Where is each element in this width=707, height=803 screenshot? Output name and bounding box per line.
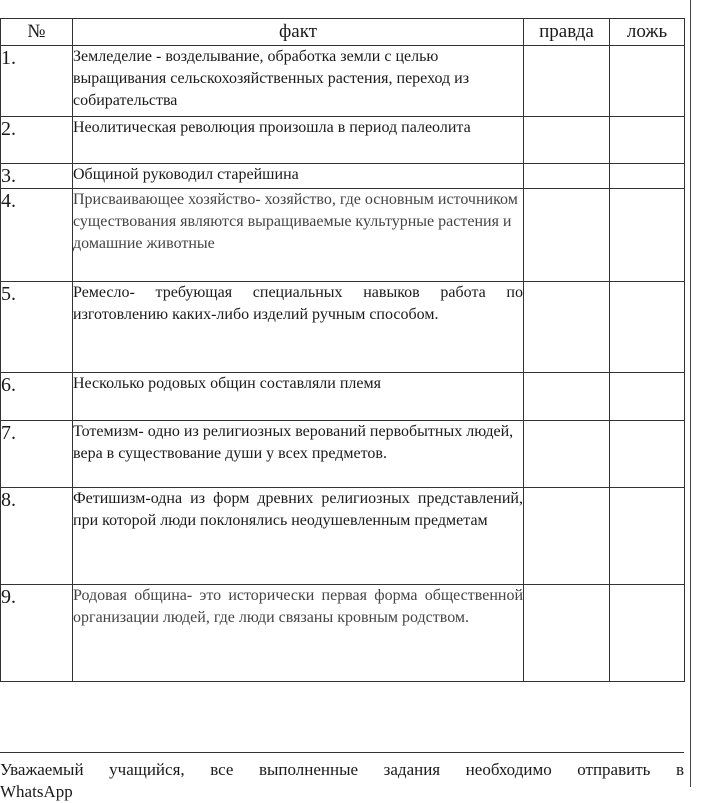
false-answer-cell[interactable] [610,164,685,189]
true-answer-cell[interactable] [524,373,610,421]
true-false-table [0,18,685,682]
fact-text: Неолитическая революция произошла в период палеолита [73,117,524,164]
table-row [1,421,685,488]
fact-text: Земледелие - возделывание, обработка земли с целью выращивания сельскохозяйственных растения, переход из собирательства [73,46,524,117]
row-number: 3. [1,164,73,189]
row-number: 5. [1,282,73,373]
table-row [1,585,685,682]
false-answer-cell[interactable] [610,421,685,488]
true-answer-cell[interactable] [524,421,610,488]
header-number: № [1,19,73,46]
header-true: правда [524,19,610,46]
row-number: 6. [1,373,73,421]
row-number: 7. [1,421,73,488]
table-row [1,282,685,373]
fact-text: Тотемизм- одно из религиозных верований первобытных людей, вера в существование души у всех предметов. [73,421,524,488]
false-answer-cell[interactable] [610,189,685,282]
fact-text: Ремесло- требующая специальных навыков работа по изготовлению каких-либо изделий ручным способом. [73,282,524,373]
footer-line-2: WhatsApp [0,782,73,801]
table-row [1,488,685,585]
false-answer-cell[interactable] [610,46,685,117]
table-row [1,164,685,189]
row-number: 8. [1,488,73,585]
false-answer-cell[interactable] [610,282,685,373]
table-row [1,117,685,164]
row-number: 9. [1,585,73,682]
false-answer-cell[interactable] [610,117,685,164]
fact-text: Присваивающее хозяйство- хозяйство, где основным источником существования являются выращиваемые культурные растения и домашние животные [73,189,524,282]
true-answer-cell[interactable] [524,46,610,117]
header-fact: факт [73,19,524,46]
footer-instruction [0,752,684,803]
fact-text: Фетишизм-одна из форм древних религиозных представлений, при которой люди поклонялись неодушевленным предметам [73,488,524,585]
fact-text: Общиной руководил старейшина [73,164,524,189]
false-answer-cell[interactable] [610,373,685,421]
false-answer-cell[interactable] [610,585,685,682]
footer-line-1: Уважаемый учащийся, все выполненные задания необходимо отправить в [0,760,684,779]
true-answer-cell[interactable] [524,164,610,189]
table-row [1,373,685,421]
table-header-row [1,19,685,46]
row-number: 1. [1,46,73,117]
true-answer-cell[interactable] [524,189,610,282]
table-row [1,189,685,282]
table-row [1,46,685,117]
fact-text: Несколько родовых общин составляли племя [73,373,524,421]
true-answer-cell[interactable] [524,585,610,682]
true-answer-cell[interactable] [524,488,610,585]
header-false: ложь [610,19,685,46]
row-number: 2. [1,117,73,164]
fact-text: Родовая община- это исторически первая форма общественной организации людей, где люди связаны кровным родством. [73,585,524,682]
true-answer-cell[interactable] [524,117,610,164]
page-edge-line [690,0,691,787]
row-number: 4. [1,189,73,282]
true-answer-cell[interactable] [524,282,610,373]
false-answer-cell[interactable] [610,488,685,585]
